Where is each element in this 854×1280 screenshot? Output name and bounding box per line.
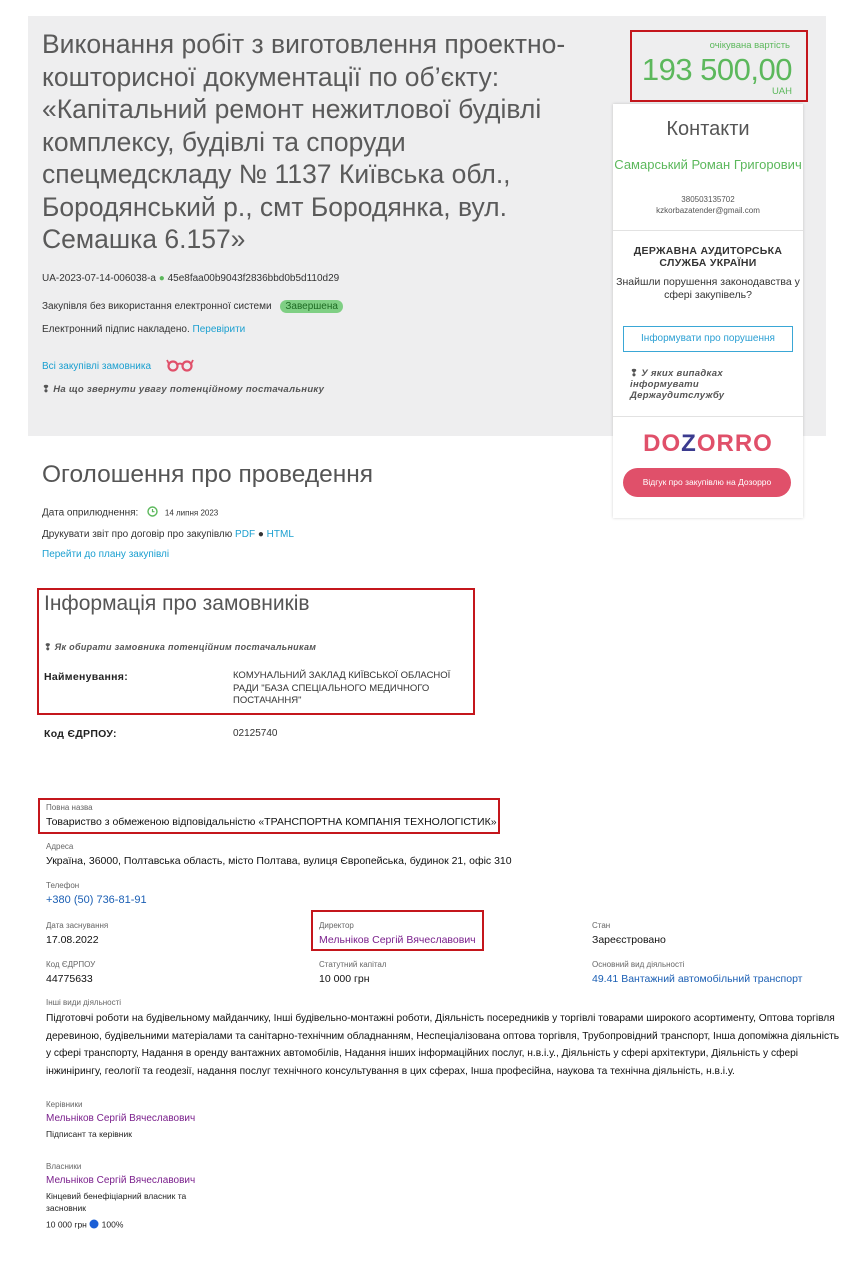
tender-hash: 45e8faa00b9043f2836bbd0b5d110d29 — [167, 273, 340, 284]
contact-phone[interactable]: 380503135702 — [681, 195, 735, 204]
attention-note[interactable] — [42, 384, 324, 395]
customer-name-value: КОМУНАЛЬНИЙ ЗАКЛАД КИЇВСЬКОЇ ОБЛАСНОЇ РАДИ "БАЗА СПЕЦІАЛЬНОГО МЕДИЧНОГО ПОСТАЧАННЯ" — [233, 670, 451, 706]
founded-label: Дата заснування — [46, 921, 109, 930]
inform-violation-button[interactable]: Інформувати про порушення — [623, 326, 793, 352]
tender-id-line — [42, 273, 339, 284]
address-label: Адреса — [46, 842, 74, 851]
procurement-type: Закупівля без використання електронної системи — [42, 301, 272, 312]
info-icon: ❢ — [42, 384, 51, 395]
tender-title: Виконання робіт з виготовлення проектно-кошторисної документації по об’єкту: «Капітальний ремонт нежитлової будівлі комплексу, будівлі та споруди спецмедскладу № 1137 Київська обл., Бородянський р., смт Бородянка, вул. Семашка 6.157» — [42, 29, 566, 254]
dozorro-feedback-button[interactable]: Відгук про закупівлю на Дозорро — [623, 468, 791, 497]
all-purchases-link[interactable]: Всі закупівлі замовника — [42, 361, 152, 373]
capital-label: Статутний капітал — [319, 960, 387, 969]
other-activities-label: Інші види діяльності — [46, 998, 122, 1007]
when-to-inform-note[interactable] — [630, 368, 790, 401]
price-currency: UAH — [771, 86, 792, 97]
glasses-icon[interactable] — [166, 358, 194, 375]
company-founded: 17.08.2022 — [46, 934, 99, 946]
print-report-line — [42, 529, 294, 540]
all-purchases-line — [42, 358, 194, 375]
share-pie-icon — [89, 1219, 99, 1231]
html-link[interactable]: HTML — [266, 529, 294, 540]
signature-text: Електронний підпис накладено. — [42, 324, 190, 335]
edrpou-label: Код ЄДРПОУ — [46, 960, 96, 969]
company-state: Зареєстровано — [592, 934, 666, 946]
company-address: Україна, 36000, Полтавська область, місто Полтава, вулиця Європейська, будинок 21, офіс 310 — [46, 855, 512, 867]
when-to-inform-text: У яких випадках інформувати Держаудитслужбу — [630, 368, 725, 401]
customer-name-label: Найменування: — [44, 671, 129, 683]
verify-signature-link[interactable]: Перевірити — [192, 324, 246, 335]
customer-edrpou-label: Код ЄДРПОУ: — [44, 728, 117, 740]
audit-question: Знайшли порушення законодавства у сфері закупівель? — [616, 276, 800, 301]
price-label: очікувана вартість — [709, 40, 790, 51]
contact-email[interactable]: kzkorbazatender@gmail.com — [656, 206, 760, 215]
info-icon: ❢ — [44, 642, 52, 652]
procurement-plan-link[interactable]: Перейти до плану закупівлі — [42, 549, 170, 560]
dozorro-logo: DOZORRO — [643, 430, 773, 457]
divider — [613, 230, 803, 231]
company-phone[interactable]: +380 (50) 736-81-91 — [46, 894, 147, 906]
dot-separator: ● — [158, 273, 165, 284]
signature-line — [42, 324, 245, 335]
audit-service-heading: ДЕРЖАВНА АУДИТОРСЬКА СЛУЖБА УКРАЇНИ — [633, 245, 783, 269]
announcement-heading: Оголошення про проведення — [42, 461, 374, 488]
customer-edrpou-value: 02125740 — [233, 728, 278, 739]
divider — [613, 416, 803, 417]
manager-role: Підписант та керівник — [46, 1129, 132, 1139]
customer-choice-note-text: Як обирати замовника потенційним постачальникам — [54, 642, 317, 652]
publish-date-value: 14 липня 2023 — [164, 508, 219, 518]
pdf-link[interactable]: PDF — [235, 529, 256, 540]
print-report-label: Друкувати звіт про договір про закупівлю — [42, 529, 233, 540]
company-director[interactable]: Мельніков Сергій Вячеславович — [319, 934, 476, 946]
customer-choice-note[interactable] — [44, 642, 316, 653]
price-value: 193 500,00 — [641, 52, 792, 87]
company-capital: 10 000 грн — [319, 973, 370, 985]
procurement-type-line — [42, 300, 343, 313]
managers-label: Керівники — [46, 1100, 83, 1109]
owner-share-amount: 10 000 грн — [46, 1219, 87, 1230]
state-label: Стан — [592, 921, 611, 930]
company-full-name: Товариство з обмеженою відповідальністю «ТРАНСПОРТНА КОМПАНІЯ ТЕХНОЛОГІСТИК» — [46, 816, 497, 828]
attention-note-text: На що звернути увагу потенційному постачальнику — [53, 384, 325, 395]
dot-separator: ● — [257, 529, 264, 540]
company-main-activity[interactable]: 49.41 Вантажний автомобільний транспорт — [592, 973, 803, 985]
owners-label: Власники — [46, 1162, 82, 1171]
publish-date-label: Дата оприлюднення: — [42, 507, 139, 519]
publish-date-line — [42, 506, 218, 520]
owner-share-line — [46, 1219, 123, 1231]
status-badge: Завершена — [280, 300, 343, 313]
manager-name[interactable]: Мельніков Сергій Вячеславович — [46, 1113, 196, 1124]
main-activity-label: Основний вид діяльності — [592, 960, 685, 969]
company-other-activities: Підготовчі роботи на будівельному майданчику, Інші будівельно-монтажні роботи, Діяльність посередників у торгівлі товарами широкого асортименту, Оптова торгівля деревиною, будівельними матеріалами та санітарно-технічним обладнанням, Неспеціалізована оптова торгівля, Трубопровідний транспорт, Інша допоміжна діяльність у сфері транспорту, Надання в оренду вантажних автомобілів, Надання інших інформаційних послуг, н.в.і.у., Діяльність у сфері архітектури, Діяльність у сфері інжинірингу, геології та геодезії, надання послуг технічного консультування в цих сферах, Інша професійна, наукова та технічна діяльність, н.в.і.у. — [46, 1013, 840, 1077]
director-label: Директор — [319, 921, 354, 930]
company-edrpou: 44775633 — [46, 973, 93, 985]
tender-id[interactable]: UA-2023-07-14-006038-a — [42, 273, 156, 284]
owner-share-percent: 100% — [101, 1219, 124, 1230]
clock-icon — [147, 506, 158, 520]
phone-label: Телефон — [46, 881, 80, 890]
info-icon: ❢ — [630, 368, 639, 379]
full-name-label: Повна назва — [46, 803, 93, 812]
sidebar-card — [613, 104, 803, 518]
contacts-heading: Контакти — [666, 118, 750, 140]
contact-name: Самарський Роман Григорович — [614, 157, 802, 172]
owner-name[interactable]: Мельніков Сергій Вячеславович — [46, 1175, 196, 1186]
owner-role: Кінцевий бенефіціарний власник та засновник — [46, 1191, 187, 1213]
customer-info-heading: Інформація про замовників — [44, 592, 310, 615]
expected-price-box — [630, 30, 808, 102]
